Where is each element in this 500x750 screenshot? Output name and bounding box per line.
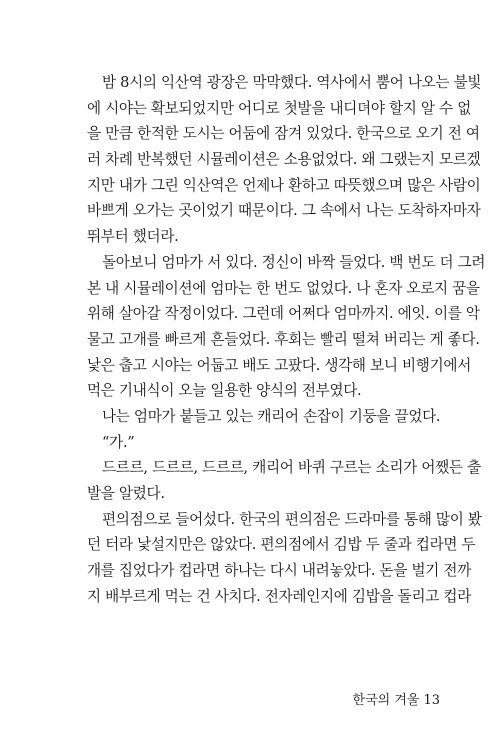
body-text bbox=[87, 70, 486, 609]
paragraph bbox=[87, 507, 482, 610]
text-line: 먹은 기내식이 오늘 일용한 양식의 전부였다. bbox=[87, 382, 362, 400]
page-number: 13 bbox=[423, 693, 440, 708]
text-line: 위해 살아갈 작정이었다. 그런데 어쩌다 엄마까지. 에잇. 이를 악 bbox=[87, 305, 480, 323]
text-line: 러 차례 반복했던 시뮬레이션은 소용없었다. 왜 그랬는지 모르겠 bbox=[87, 151, 481, 169]
paragraph bbox=[87, 404, 439, 430]
text-line: 본 내 시뮬레이션에 엄마는 한 번도 없었다. 나 혼자 오로지 꿈을 bbox=[87, 279, 480, 297]
text-line: 드르르, 드르르, 드르르, 캐리어 바퀴 구르는 소리가 어쨌든 출 bbox=[102, 459, 481, 477]
paragraph bbox=[87, 455, 481, 506]
text-line: 을 만큼 한적한 도시는 어둠에 잠겨 있었다. 한국으로 오기 전 여 bbox=[87, 125, 480, 143]
text-line: 나는 엄마가 붙들고 있는 캐리어 손잡이 기둥을 끌었다. bbox=[102, 407, 441, 425]
text-line: 지만 내가 그린 익산역은 언제나 환하고 따뜻했으며 많은 사람이 bbox=[87, 176, 481, 194]
text-line: 지 배부르게 먹는 건 사치다. 전자레인지에 김밥을 돌리고 컵라 bbox=[87, 587, 471, 605]
paragraph bbox=[87, 250, 486, 404]
paragraph bbox=[87, 430, 439, 456]
text-line: 밤 8시의 익산역 광장은 막막했다. 역사에서 뿜어 나오는 불빛 bbox=[102, 74, 482, 91]
text-line: 돌아보니 엄마가 서 있다. 정신이 바짝 들었다. 백 번도 더 그려 bbox=[102, 253, 486, 271]
text-line: 낯은 춥고 시야는 어둡고 배도 고팠다. 생각해 보니 비행기에서 bbox=[87, 356, 471, 374]
text-line: “가.” bbox=[102, 433, 135, 451]
text-line: 뛰부터 했더라. bbox=[87, 228, 179, 246]
text-line: 편의점으로 들어섰다. 한국의 편의점은 드라마를 통해 많이 봤 bbox=[102, 510, 482, 528]
text-line: 물고 고개를 빠르게 흔들었다. 후회는 빨리 떨쳐 버리는 게 좋다. bbox=[87, 330, 480, 348]
text-line: 던 터라 낯설지만은 않았다. 편의점에서 김밥 두 줄과 컵라면 두 bbox=[87, 536, 476, 554]
text-line: 에 시야는 확보되었지만 어디로 첫발을 내디뎌야 할지 알 수 없 bbox=[87, 99, 471, 117]
text-line: 개를 집었다가 컵라면 하나는 다시 내려놓았다. 돈을 벌기 전까 bbox=[87, 562, 471, 580]
paragraph bbox=[87, 70, 482, 250]
text-line: 바쁘게 오가는 곳이었기 때문이다. 그 속에서 나는 도착하자마자 bbox=[87, 202, 481, 220]
running-footer bbox=[353, 689, 440, 708]
text-line: 발을 알렸다. bbox=[87, 485, 165, 502]
footer-title: 한국의 겨울 bbox=[352, 693, 420, 708]
